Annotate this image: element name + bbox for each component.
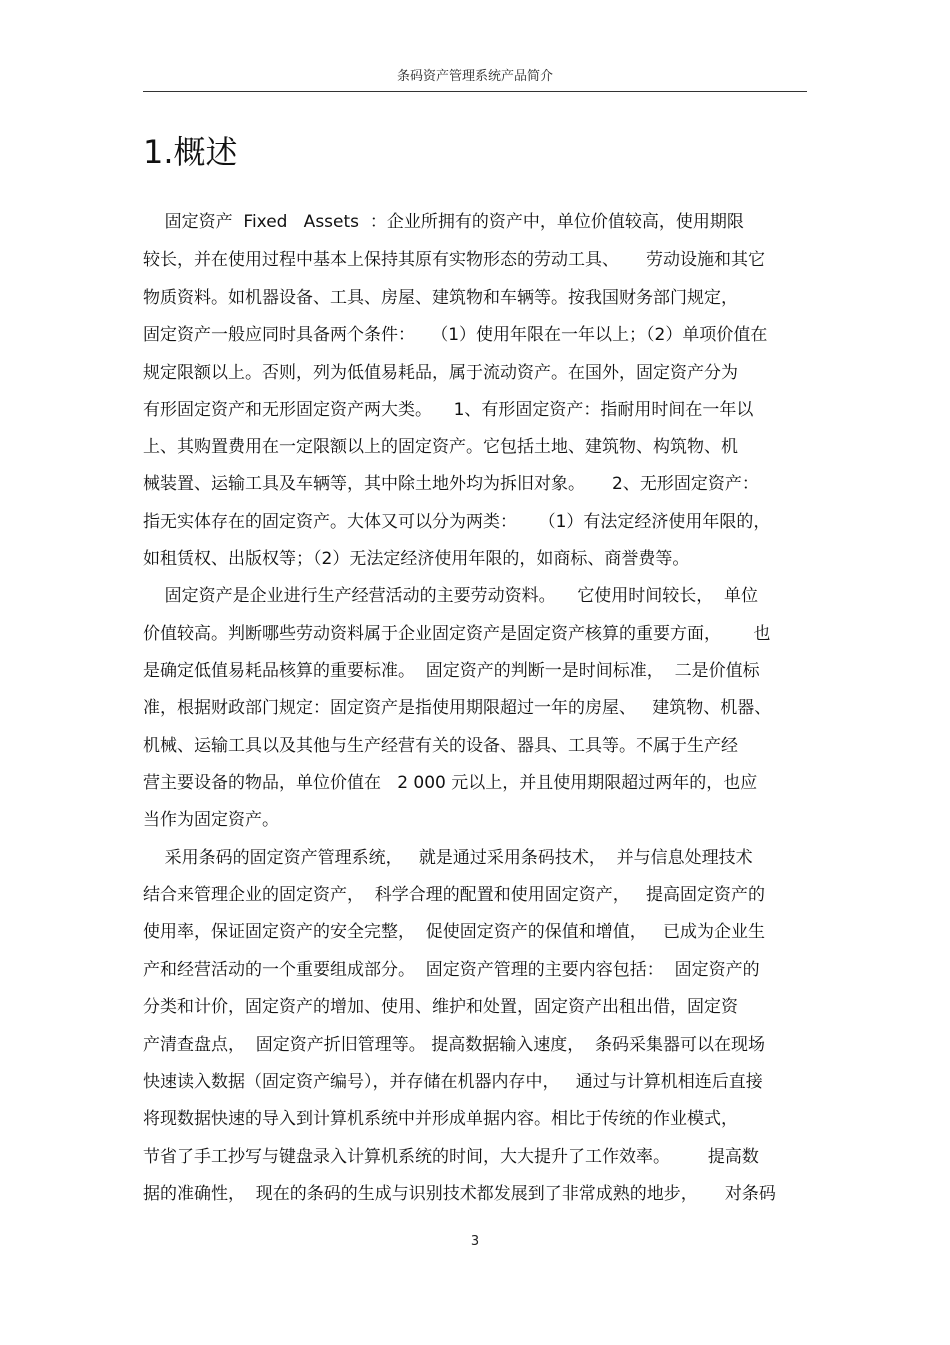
body-line: 产清查盘点， 固定资产折旧管理等。 提高数据输入速度， 条码采集器可以在现场 (143, 1035, 766, 1055)
body-line: 固定资产是企业进行生产经营活动的主要劳动资料。 它使用时间较长， 单位 (143, 586, 759, 606)
body-line: 据的准确性， 现在的条码的生成与识别技术都发展到了非常成熟的地步， 对条码 (143, 1184, 776, 1204)
body-line: 械装置、运输工具及车辆等，其中除土地外均为拆旧对象。 2、无形固定资产： (143, 474, 759, 494)
body-line: 是确定低值易耗品核算的重要标准。 固定资产的判断一是时间标准， 二是价值标 (143, 661, 760, 681)
body-line: 将现数据快速的导入到计算机系统中并形成单据内容。相比于传统的作业模式， (143, 1109, 738, 1129)
body-line: 营主要设备的物品，单位价值在 2 000 元以上，并且使用期限超过两年的，也应 (143, 773, 758, 793)
running-header: 条码资产管理系统产品简介 (396, 69, 553, 84)
body-line: 产和经营活动的一个重要组成部分。 固定资产管理的主要内容包括： 固定资产的 (143, 960, 760, 980)
body-line: 固定资产 Fixed Assets ：企业所拥有的资产中，单位价值较高，使用期限 (143, 212, 744, 232)
body-line: 节省了手工抄写与键盘录入计算机系统的时间，大大提升了工作效率。 提高数 (143, 1147, 759, 1167)
body-line: 机械、运输工具以及其他与生产经营有关的设备、器具、工具等。不属于生产经 (143, 736, 738, 756)
body-line: 采用条码的固定资产管理系统， 就是通过采用条码技术， 并与信息处理技术 (143, 848, 753, 868)
body-line: 价值较高。判断哪些劳动资料属于企业固定资产是固定资产核算的重要方面， 也 (143, 624, 771, 644)
header-divider (143, 91, 807, 92)
body-line: 有形固定资产和无形固定资产两大类。 1、有形固定资产：指耐用时间在一年以 (143, 400, 754, 420)
body-line: 准，根据财政部门规定：固定资产是指使用期限超过一年的房屋、 建筑物、机器、 (143, 698, 772, 718)
body-line: 指无实体存在的固定资产。大体又可以分为两类： （1）有法定经济使用年限的， (143, 512, 771, 532)
body-line: 物质资料。如机器设备、工具、房屋、建筑物和车辆等。按我国财务部门规定， (143, 288, 738, 308)
body-line: 较长，并在使用过程中基本上保持其原有实物形态的劳动工具、 劳动设施和其它 (143, 250, 766, 270)
section-heading: 1.概述 (143, 133, 238, 171)
body-line: 如租赁权、出版权等；（2）无法定经济使用年限的，如商标、商誉费等。 (143, 549, 690, 569)
body-line: 固定资产一般应同时具备两个条件： （1）使用年限在一年以上；（2）单项价值在 (143, 325, 768, 345)
body-line: 结合来管理企业的固定资产， 科学合理的配置和使用固定资产， 提高固定资产的 (143, 885, 766, 905)
body-line: 分类和计价，固定资产的增加、使用、维护和处置，固定资产出租出借，固定资 (143, 997, 738, 1017)
body-line: 快速读入数据（固定资产编号），并存储在机器内存中， 通过与计算机相连后直接 (143, 1072, 763, 1092)
page-number: 3 (470, 1234, 480, 1249)
body-line: 上、其购置费用在一定限额以上的固定资产。它包括土地、建筑物、构筑物、机 (143, 437, 738, 457)
body-line: 规定限额以上。否则，列为低值易耗品，属于流动资产。在国外，固定资产分为 (143, 363, 738, 383)
body-line: 当作为固定资产。 (143, 810, 279, 830)
body-line: 使用率，保证固定资产的安全完整， 促使固定资产的保值和增值， 已成为企业生 (143, 922, 766, 942)
